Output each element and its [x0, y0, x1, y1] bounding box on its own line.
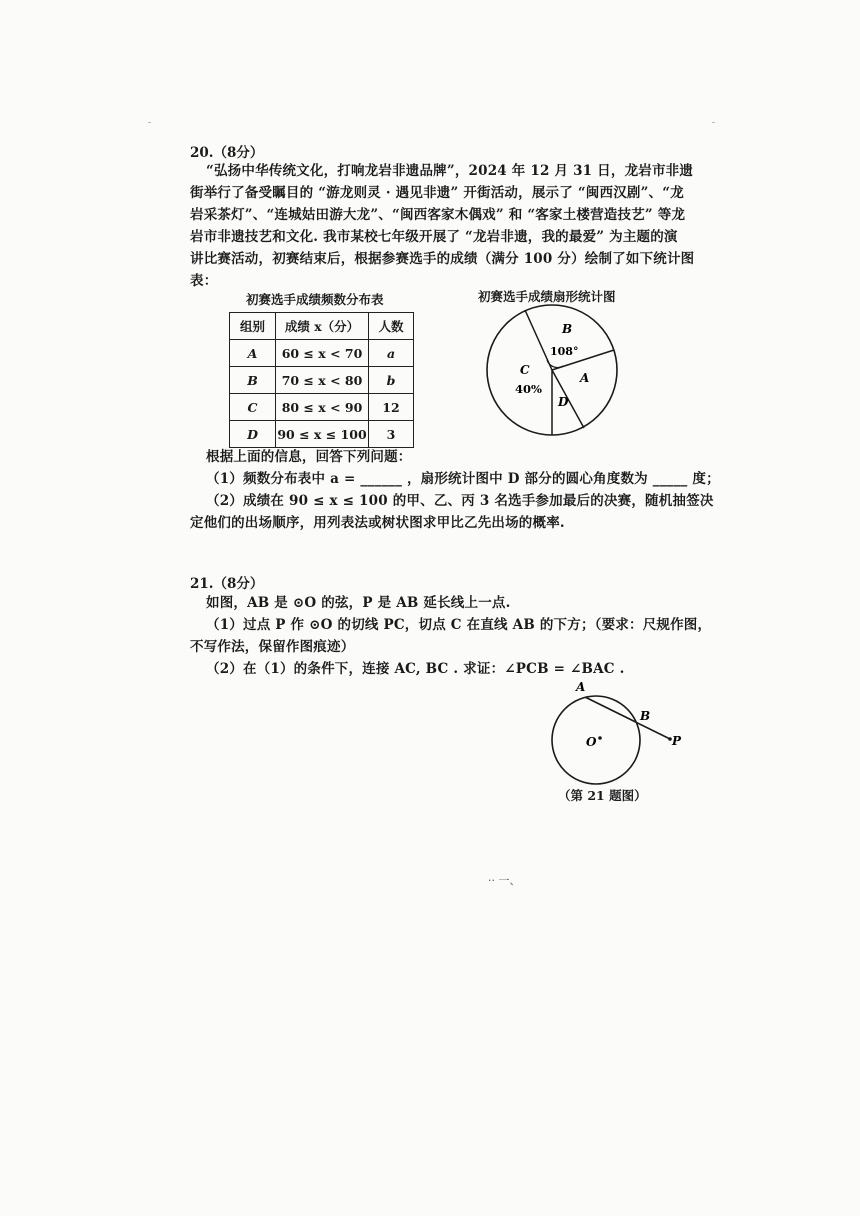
q21-part-2: （2）在（1）的条件下，连接 AC, BC . 求证：∠PCB = ∠BAC .: [206, 661, 625, 677]
q20-instruction: 根据上面的信息，回答下列问题：: [206, 449, 412, 465]
table-row: [230, 340, 414, 367]
secant-line-ABP: [585, 697, 670, 739]
pie-label-C: C: [520, 363, 530, 377]
pie-label-D: D: [558, 395, 569, 409]
pie-angle-arc: [547, 360, 563, 368]
question-20-number: 20.（8分）: [190, 145, 264, 161]
q21-part-1-line-1: （1）过点 P 作 ⊙O 的切线 PC，切点 C 在直线 AB 的下方；（要求：尺规作图，: [206, 617, 712, 633]
q20-paragraph-line-5: 讲比赛活动，初赛结束后，根据参赛选手的成绩（满分 100 分）绘制了如下统计图: [190, 251, 695, 267]
figure-label-B: B: [640, 709, 651, 723]
table-row: [230, 367, 414, 394]
q20-part-2-line-1: （2）成绩在 90 ≤ x ≤ 100 的甲、乙、丙 3 名选手参加最后的决赛，随机抽签决: [206, 493, 714, 509]
table-cell: 3: [369, 421, 414, 448]
q20-paragraph-line-2: 街举行了备受瞩目的 “游龙则灵 · 遇见非遗” 开街活动，展示了 “闽西汉剧”、“龙: [190, 185, 684, 201]
table-cell: 80 ≤ x < 90: [276, 394, 369, 421]
table-cell: b: [369, 367, 414, 394]
q20-paragraph-line-6: 表：: [190, 273, 218, 289]
figure-label-P: P: [672, 734, 682, 748]
table-row: [230, 421, 414, 448]
pie-label-C-percent: 40%: [515, 382, 542, 396]
table-cell: a: [369, 340, 414, 367]
figure-label-O: O: [586, 735, 597, 749]
q20-paragraph-line-4: 岩市非遗技艺和文化. 我市某校七年级开展了 “龙岩非遗，我的最爱” 为主题的演: [190, 229, 678, 245]
table-cell: 60 ≤ x < 70: [276, 340, 369, 367]
question-21-number: 21.（8分）: [190, 576, 264, 592]
table-cell: 90 ≤ x ≤ 100: [276, 421, 369, 448]
circle-figure: [540, 674, 690, 789]
frequency-table: [229, 312, 414, 448]
q20-paragraph-line-3: 岩采茶灯”、“连城姑田游大龙”、“闽西客家木偶戏” 和 “客家土楼营造技艺” 等龙: [190, 207, 686, 223]
table-header-group: 组别: [230, 313, 276, 340]
q21-part-1-line-2: 不写作法，保留作图痕迹）: [190, 639, 355, 655]
page-footer-mark: ·· 一、: [488, 874, 521, 887]
center-point-O: [598, 736, 602, 740]
table-cell: A: [230, 340, 276, 367]
q21-intro: 如图，AB 是 ⊙O 的弦，P 是 AB 延长线上一点.: [206, 595, 511, 611]
pie-label-B: B: [562, 322, 573, 336]
table-cell: 12: [369, 394, 414, 421]
q20-part-2-line-2: 定他们的出场顺序，用列表法或树状图求甲比乙先出场的概率.: [190, 515, 565, 531]
figure-21-caption: （第 21 题图）: [558, 788, 647, 803]
q20-paragraph-line-1: “弘扬中华传统文化，打响龙岩非遗品牌”，2024 年 12 月 31 日，龙岩市非遗: [206, 163, 694, 179]
figure-label-A: A: [576, 680, 586, 694]
table-header-count: 人数: [369, 313, 414, 340]
table-row: [230, 394, 414, 421]
table-cell: D: [230, 421, 276, 448]
pie-chart-title: 初赛选手成绩扇形统计图: [478, 289, 616, 304]
pie-label-angle: 108°: [550, 345, 579, 358]
table-header-score: 成绩 x（分）: [276, 313, 369, 340]
table-cell: C: [230, 394, 276, 421]
q20-part-1: （1）频数分布表中 a = ______ ，扇形统计图中 D 部分的圆心角度数为 _____ 度；: [206, 471, 720, 487]
pie-chart: [480, 302, 630, 444]
frequency-table-title: 初赛选手成绩频数分布表: [246, 292, 384, 307]
table-cell: B: [230, 367, 276, 394]
pie-label-A: A: [580, 371, 590, 385]
table-cell: 70 ≤ x < 80: [276, 367, 369, 394]
table-header-row: [230, 313, 414, 340]
